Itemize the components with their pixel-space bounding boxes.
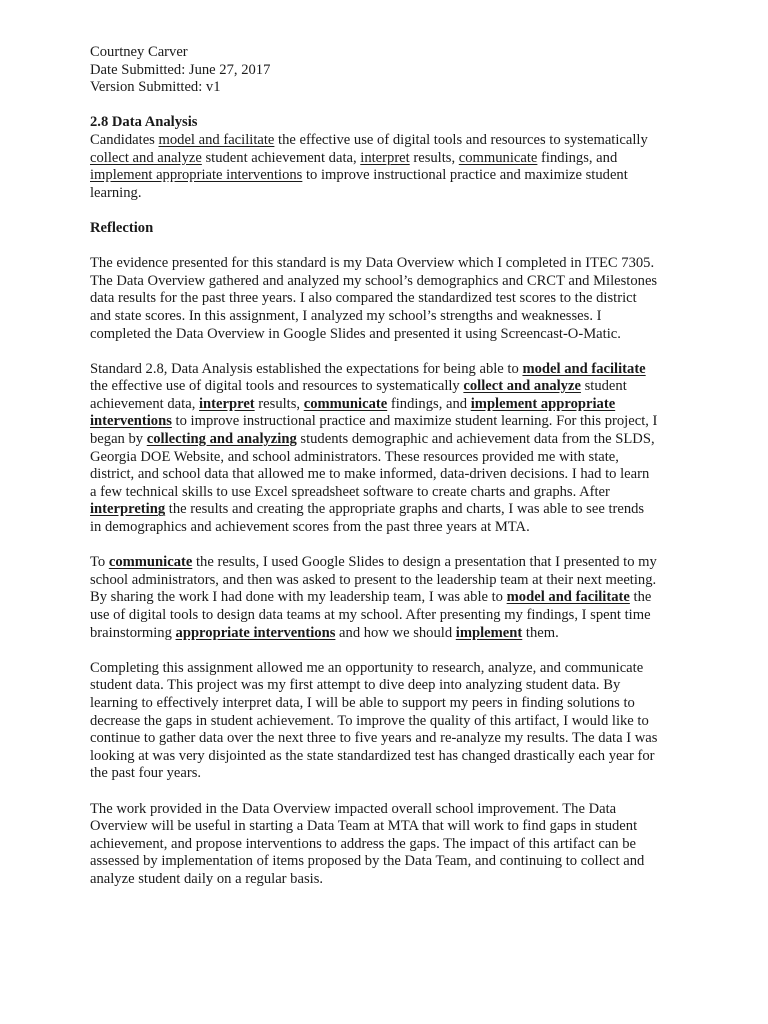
bold-underlined-term: collecting and analyzing xyxy=(146,431,297,448)
paragraph-line: achievement data, interpret results, communicate findings, and implement appropriate xyxy=(90,395,616,412)
author-name: Courtney Carver xyxy=(90,44,188,60)
standard-line: collect and analyze student achievement data, interpret results, communicate findings, and xyxy=(90,149,618,166)
bold-underlined-term: collect and analyze xyxy=(463,378,581,395)
paragraph-line: in demographics and achievement scores from the past three years at MTA. xyxy=(90,519,530,536)
paragraph-line: district, and school data that allowed me to make informed, data-driven decisions. I had to learn xyxy=(90,466,650,483)
paragraph-line: student data. This project was my first attempt to dive deep into analyzing student data. By xyxy=(90,677,621,694)
underlined-term: collect and analyze xyxy=(90,149,202,166)
paragraph-line: the past four years. xyxy=(90,765,202,782)
paragraph-line: a few technical skills to use Excel spreadsheet software to create charts and graphs. After xyxy=(90,483,610,500)
bold-underlined-term: interpret xyxy=(199,395,255,412)
standard-line: Candidates model and facilitate the effective use of digital tools and resources to systematically xyxy=(90,131,648,148)
bold-underlined-term: interventions xyxy=(90,413,172,430)
bold-underlined-term: appropriate interventions xyxy=(175,624,336,641)
paragraph-line: brainstorming appropriate interventions and how we should implement them. xyxy=(90,624,559,641)
paragraph-line: use of digital tools to design data teams at my school. After presenting my findings, I spent time xyxy=(90,607,651,623)
standard-line: implement appropriate interventions to improve instructional practice and maximize student xyxy=(90,167,628,184)
bold-underlined-term: model and facilitate xyxy=(522,360,646,377)
standard-line: learning. xyxy=(90,184,142,201)
bold-underlined-term: interpreting xyxy=(90,501,166,518)
paragraph-line: learning to effectively interpret data, I will be able to support my peers in finding solutions to xyxy=(90,694,635,711)
paragraph-line: interpreting the results and creating the appropriate graphs and charts, I was able to see trends xyxy=(90,501,645,518)
paragraph-line: school administrators, and then was asked to present to the leadership team at their next meeting. xyxy=(90,571,657,588)
paragraph-line: completed the Data Overview in Google Slides and presented it using Screencast-O-Matic. xyxy=(90,325,621,342)
standard-title: 2.8 Data Analysis xyxy=(90,114,198,131)
paragraph-line: began by collecting and analyzing students demographic and achievement data from the SLDS, xyxy=(90,431,655,448)
paragraph-line: To communicate the results, I used Google Slides to design a presentation that I presented to my xyxy=(90,554,657,571)
paragraph-line: assessed by implementation of items proposed by the Data Team, and continuing to collect and xyxy=(90,853,645,870)
paragraph-line: Standard 2.8, Data Analysis established the expectations for being able to model and facilitate xyxy=(90,360,646,377)
paragraph-line: achievement, and propose interventions to address the gaps. The impact of this artifact can be xyxy=(90,835,637,852)
paragraph-line: Georgia DOE Website, and school administrators. These resources provided me with state, xyxy=(90,448,619,465)
underlined-term: model and facilitate xyxy=(158,131,275,148)
bold-underlined-term: model and facilitate xyxy=(506,589,630,606)
paragraph-line: The Data Overview gathered and analyzed my school’s demographics and CRCT and Milestones xyxy=(90,272,658,289)
paragraph-line: analyze student daily on a regular basis. xyxy=(90,870,324,887)
header-block xyxy=(90,44,728,97)
paragraph-line: the effective use of digital tools and resources to systematically collect and analyze student xyxy=(90,378,627,395)
reflection-heading: Reflection xyxy=(90,219,154,236)
version-submitted: Version Submitted: v1 xyxy=(90,79,221,96)
bold-underlined-term: communicate xyxy=(303,395,388,412)
paragraph-line: data results for the past three years. I also compared the standardized test scores to the district xyxy=(90,290,637,307)
underlined-term: implement appropriate interventions xyxy=(90,167,303,184)
reflection-paragraph-2 xyxy=(90,361,728,537)
reflection-paragraph-4 xyxy=(90,660,728,783)
paragraph-line: decrease the gaps in student achievement. To improve the quality of this artifact, I would like to xyxy=(90,712,649,729)
paragraph-line: The evidence presented for this standard is my Data Overview which I completed in ITEC 7305. xyxy=(90,255,655,272)
paragraph-line: Completing this assignment allowed me an opportunity to research, analyze, and communicate xyxy=(90,659,644,676)
reflection-paragraph-1 xyxy=(90,255,728,343)
paragraph-line: The work provided in the Data Overview impacted overall school improvement. The Data xyxy=(90,800,617,817)
paragraph-line: Overview will be useful in starting a Data Team at MTA that will work to find gaps in student xyxy=(90,818,638,835)
date-submitted: Date Submitted: June 27, 2017 xyxy=(90,61,271,78)
paragraph-line: interventions to improve instructional practice and maximize student learning. For this project, I xyxy=(90,413,658,430)
bold-underlined-term: communicate xyxy=(108,554,193,571)
underlined-term: communicate xyxy=(458,149,538,166)
reflection-paragraph-5 xyxy=(90,801,728,889)
underlined-term: interpret xyxy=(360,149,410,166)
paragraph-line: and state scores. In this assignment, I analyzed my school’s strengths and weaknesses. I xyxy=(90,307,602,324)
bold-underlined-term: implement appropriate xyxy=(470,395,616,412)
paragraph-line: looking at was very disjointed as the state standardized test has changed drastically each year for xyxy=(90,747,655,764)
reflection-paragraph-3 xyxy=(90,554,728,642)
paragraph-line: By sharing the work I had done with my leadership team, I was able to model and facilitate the xyxy=(90,589,652,606)
standard-block xyxy=(90,114,728,202)
bold-underlined-term: implement xyxy=(455,624,523,641)
paragraph-line: continue to gather data over the next three to five years and re-analyze my results. The data I was xyxy=(90,730,658,747)
